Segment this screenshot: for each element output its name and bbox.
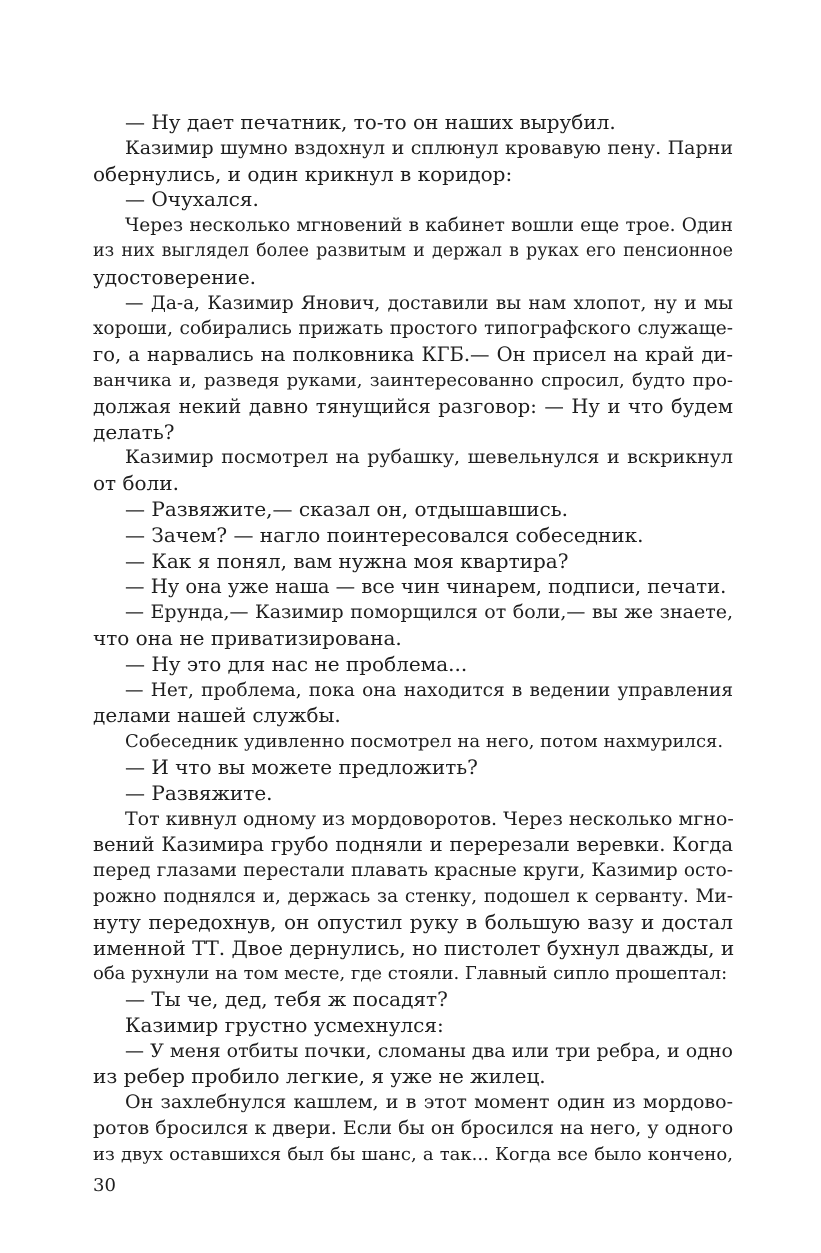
text-line: — Ерунда,— Казимир поморщился от боли,— вы же знаете,: [125, 601, 733, 624]
text-line: нуту передохнув, он опустил руку в большую вазу и достал: [93, 909, 733, 934]
text-line: го, а нарвались на полковника КГБ.— Он присел на край ди-: [93, 343, 733, 367]
text-line: из них выглядел более развитым и держал в руках его пенсионное: [93, 240, 733, 261]
text-line: делать?: [93, 419, 175, 444]
text-line: Казимир грустно усмехнулся:: [125, 1012, 444, 1037]
text-line: ванчика и, разведя руками, заинтересованно спросил, будто про-: [93, 369, 733, 391]
text-line: делами нашей службы.: [93, 703, 341, 728]
text-line: обернулись, и один крикнул в коридор:: [93, 161, 513, 186]
text-line: Через несколько мгновений в кабинет вошли еще трое. Один: [125, 215, 733, 237]
text-line: — И что вы можете предложить?: [125, 754, 478, 779]
text-line: — Развяжите,— сказал он, отдышавшись.: [125, 496, 568, 521]
text-line: — Ты че, дед, тебя ж посадят?: [125, 987, 448, 1012]
text-line: — Нет, проблема, пока она находится в ведении управления: [125, 679, 733, 701]
page-number: 30: [93, 1175, 116, 1196]
text-line: — Ну она уже наша — все чин чинарем, подписи, печати.: [125, 575, 727, 599]
text-line: Тот кивнул одному из мордоворотов. Через несколько мгно-: [125, 807, 734, 830]
text-line: из двух оставшихся был бы шанс, а так... Когда все было кончено,: [93, 1143, 733, 1165]
text-line: хороши, собирались прижать простого типографского служаще-: [93, 318, 733, 340]
text-line: оба рухнули на том месте, где стояли. Главный сипло прошептал:: [93, 963, 728, 985]
text-line: Казимир шумно вздохнул и сплюнул кровавую пену. Парни: [125, 136, 733, 159]
text-line: что она не приватизирована.: [93, 625, 402, 650]
text-line: перед глазами перестали плавать красные круги, Казимир осто-: [93, 860, 733, 882]
text-line: рожно поднялся и, держась за стенку, подошел к серванту. Ми-: [93, 885, 733, 907]
text-line: удостоверение.: [93, 264, 257, 289]
text-line: — Ну дает печатник, то-то он наших вырубил.: [125, 110, 616, 134]
text-line: ротов бросился к двери. Если бы он бросился на него, у одного: [93, 1117, 734, 1140]
text-line: именной ТТ. Двое дернулись, но пистолет бухнул дважды, и: [93, 935, 735, 960]
text-line: — Очухался.: [125, 187, 259, 212]
text-line: — Ну это для нас не проблема...: [125, 651, 468, 676]
text-line: — Зачем? — нагло поинтересовался собеседник.: [125, 522, 644, 547]
text-line: — Развяжите.: [125, 780, 273, 805]
text-line: Он захлебнулся кашлем, и в этот момент один из мордово-: [125, 1091, 733, 1114]
text-line: должая некий давно тянущийся разговор: — Ну и что будем: [93, 394, 733, 418]
text-line: — Да-а, Казимир Янович, доставили вы нам хлопот, ну и мы: [125, 292, 733, 314]
body-text: [93, 110, 733, 1168]
text-line: из ребер пробило легкие, я уже не жилец.: [93, 1064, 546, 1089]
text-line: вений Казимира грубо подняли и перерезали веревки. Когда: [93, 833, 733, 857]
text-line: — У меня отбиты почки, сломаны два или три ребра, и одно: [125, 1039, 733, 1062]
text-line: — Как я понял, вам нужна моя квартира?: [125, 548, 569, 573]
text-line: от боли.: [93, 471, 179, 496]
text-line: Собеседник удивленно посмотрел на него, потом нахмурился.: [125, 731, 724, 753]
text-line: Казимир посмотрел на рубашку, шевельнулся и вскрикнул: [125, 446, 733, 469]
